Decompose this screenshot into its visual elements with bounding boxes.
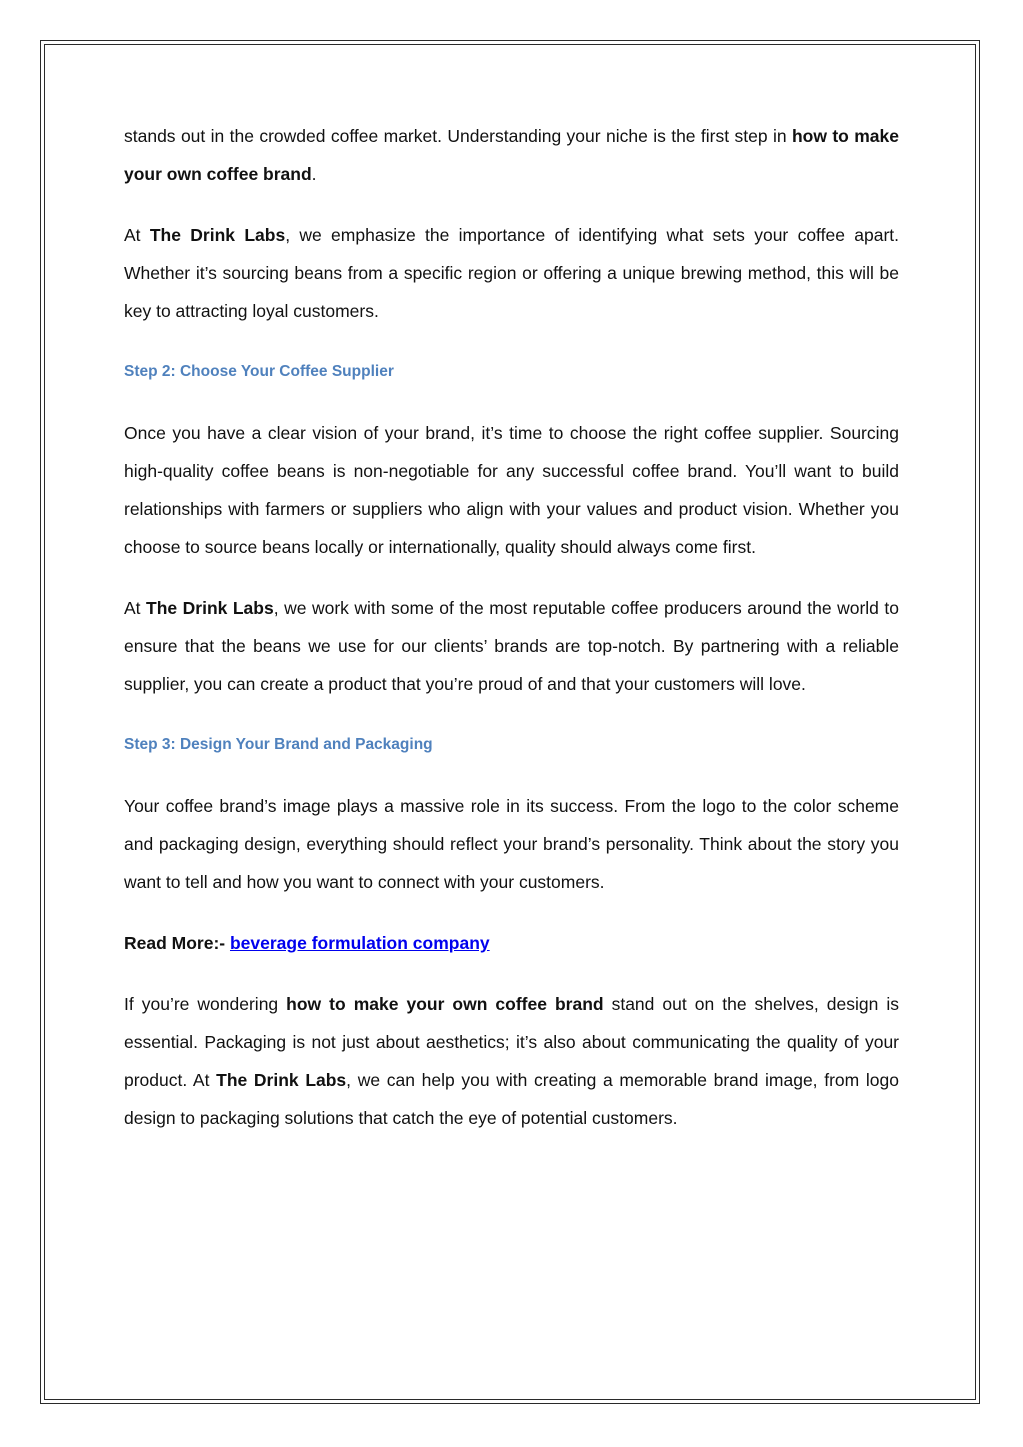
document-body <box>124 117 899 1160</box>
heading-step-3: Step 3: Design Your Brand and Packaging <box>124 736 433 753</box>
read-more-label: Read More:- <box>124 933 230 953</box>
bold-text: how to make your own coffee brand <box>124 126 899 184</box>
bold-text: The Drink Labs <box>149 225 286 245</box>
read-more-line <box>124 924 899 962</box>
text: Once you have a clear vision of your brand, it’s time to choose the right coffee supplier. Sourcing high-quality coffee beans is non-negotiable for any successful coffee brand. You’ll want to build relationships with farmers or suppliers who align with your values and product vision. Whether you choose to source beans locally or internationally, quality should always come first. <box>124 423 899 557</box>
text: Your coffee brand’s image plays a massive role in its success. From the logo to the color scheme and packaging design, everything should reflect your brand’s personality. Think about the story you want to tell and how you want to connect with your customers. <box>124 796 899 892</box>
text: , we emphasize the importance of identifying what sets your coffee apart. Whether it’s sourcing beans from a specific region or offering a unique brewing method, this will be key to attracting loyal customers. <box>124 225 899 321</box>
bold-text: how to make your own coffee brand <box>286 994 604 1014</box>
text: stands out in the crowded coffee market. Understanding your niche is the first step in <box>124 126 792 146</box>
text: stand out on the shelves, design is essential. Packaging is not just about aesthetics; it’s also about communicating the quality of your product. At <box>124 994 899 1090</box>
paragraph-supplier <box>124 414 899 566</box>
beverage-formulation-link[interactable]: beverage formulation company <box>229 933 490 953</box>
text: , we can help you with creating a memorable brand image, from logo design to packaging solutions that catch the eye of potential customers. <box>124 1070 899 1128</box>
bold-text: The Drink Labs <box>216 1070 347 1090</box>
text: , we work with some of the most reputable coffee producers around the world to ensure that the beans we use for our clients’ brands are top-notch. By partnering with a reliable supplier, you can create a product that you’re proud of and that your customers will love. <box>124 598 899 694</box>
text: If you’re wondering <box>124 994 287 1014</box>
text: At <box>124 598 147 618</box>
paragraph-drink-labs-producers <box>124 589 899 703</box>
paragraph-brand-image <box>124 787 899 901</box>
text: At <box>124 225 150 245</box>
bold-text: The Drink Labs <box>146 598 274 618</box>
paragraph-drink-labs-emphasis <box>124 216 899 330</box>
paragraph-packaging <box>124 985 899 1137</box>
heading-step-2: Step 2: Choose Your Coffee Supplier <box>124 363 394 380</box>
paragraph-niche <box>124 117 899 193</box>
text: . <box>311 164 317 184</box>
